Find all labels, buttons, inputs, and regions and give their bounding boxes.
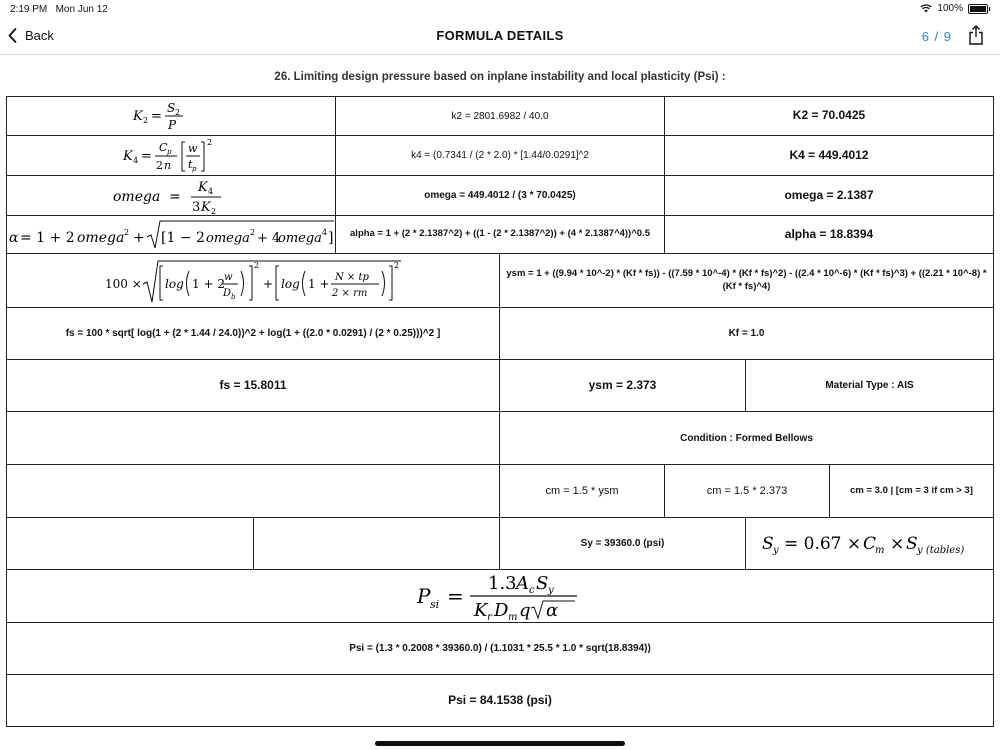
omega-calculation: omega = 449.4012 / (3 * 70.0425) (336, 176, 665, 215)
svg-text:=: = (151, 109, 162, 124)
svg-text:K: K (133, 109, 143, 124)
home-indicator[interactable] (375, 741, 625, 746)
svg-text:t: t (188, 157, 193, 171)
svg-text:=: = (447, 584, 464, 608)
svg-text:2 × rm: 2 × rm (332, 287, 368, 299)
status-right (920, 3, 988, 14)
formula-table (6, 96, 994, 727)
empty-cell (254, 518, 500, 569)
svg-text:m: m (508, 612, 518, 622)
table-row (6, 136, 994, 176)
table-row (6, 623, 994, 675)
k2-formula-image (7, 97, 336, 135)
svg-text:log: log (165, 276, 184, 291)
alpha-result: alpha = 18.8394 (784, 226, 874, 241)
svg-text:m: m (874, 544, 884, 556)
svg-text:omega: omega (113, 188, 161, 205)
battery-icon (968, 4, 988, 14)
svg-text:+ 4: + 4 (257, 230, 281, 246)
ysm-calculation: ysm = 1 + ((9.94 * 10^-2) * (Kf * fs)) - ((7.59 * 10^-4) * (Kf * fs)^2) - ((2.4 * 10^-6) * (Kf * fs)^3) + ((2.21 * 10^-8) * (Kf * fs)^4) (506, 268, 987, 292)
svg-text:4: 4 (208, 186, 214, 196)
svg-text:= 0.67 ×: = 0.67 × (783, 533, 861, 554)
svg-text:2: 2 (175, 108, 181, 117)
share-button[interactable] (968, 25, 984, 50)
navigation-bar (0, 20, 1000, 55)
k4-result: K4 = 449.4012 (789, 147, 869, 162)
svg-text:=: = (169, 188, 181, 205)
page-counter: 6 / 9 (921, 29, 952, 44)
empty-cell (7, 465, 500, 517)
svg-text:p: p (167, 147, 172, 156)
svg-text:=: = (141, 148, 152, 164)
sy-formula (760, 528, 980, 560)
svg-text:n: n (164, 158, 172, 172)
svg-text:K: K (198, 179, 208, 195)
svg-text:D: D (494, 600, 509, 621)
svg-text:1.3: 1.3 (488, 573, 517, 594)
table-row (6, 412, 994, 465)
psi-result: Psi = 84.1538 (psi) (448, 692, 552, 707)
svg-text:2: 2 (211, 206, 217, 215)
svg-text:omega: omega (278, 230, 322, 246)
empty-cell (7, 518, 254, 569)
svg-text:2: 2 (156, 158, 163, 172)
fs-calculation: fs = 100 * sqrt[ log(1 + (2 * 1.44 / 24.0))^2 + log(1 + ((2.0 * 0.0291) / (2 * 0.25)))^2 ] (7, 308, 500, 359)
table-row (6, 96, 994, 136)
formula-heading: 26. Limiting design pressure based on inplane instability and local plasticity (Psi) : (274, 71, 726, 83)
psi-calculation: Psi = (1.3 * 0.2008 * 39360.0) / (1.1031 * 25.5 * 1.0 * sqrt(18.8394)) (349, 643, 651, 654)
table-row (6, 254, 994, 308)
svg-text:4: 4 (133, 155, 139, 165)
svg-text:D: D (223, 287, 232, 299)
svg-text:y (tables): y (tables) (916, 544, 964, 556)
fs-formula (103, 256, 403, 306)
svg-text:C: C (862, 533, 876, 554)
svg-text:p: p (192, 164, 197, 173)
svg-text:omega: omega (77, 229, 125, 246)
omega-result: omega = 2.1387 (784, 187, 874, 202)
status-time: 2:19 PM Mon Jun 12 (10, 4, 108, 15)
svg-text:2: 2 (143, 116, 149, 125)
psi-formula (415, 570, 585, 622)
fs-formula-image (7, 254, 500, 307)
table-row (6, 465, 994, 518)
alpha-calculation: alpha = 1 + (2 * 2.1387^2) + ((1 - (2 * 2.1387^2)) + (4 * 2.1387^4))^0.5 (336, 216, 665, 253)
table-row (6, 360, 994, 412)
svg-text:α: α (9, 229, 19, 246)
svg-text:y: y (548, 585, 554, 596)
status-bar (0, 0, 1000, 18)
svg-text:w: w (188, 141, 198, 155)
sy-formula-image (746, 518, 993, 569)
cm-calculation: cm = 1.5 * 2.373 (665, 465, 830, 517)
omega-formula (111, 177, 231, 215)
cm-result: cm = 3.0 | [cm = 3 if cm > 3] (850, 484, 973, 496)
k4-formula (121, 137, 221, 175)
svg-text:α: α (546, 600, 559, 621)
kf-value: Kf = 1.0 (728, 328, 765, 339)
sy-value: Sy = 39360.0 (psi) (500, 518, 746, 569)
alpha-formula-image (7, 216, 336, 253)
svg-text:P: P (417, 584, 431, 608)
svg-text:K: K (123, 148, 133, 164)
svg-text:q: q (519, 600, 531, 621)
svg-text:2: 2 (254, 260, 260, 270)
svg-text:+: + (263, 276, 274, 291)
omega-formula-image (7, 176, 336, 215)
back-label: Back (25, 28, 54, 43)
svg-text:2: 2 (394, 260, 400, 270)
condition-value: Condition : Formed Bellows (680, 432, 813, 444)
svg-text:y: y (772, 544, 779, 556)
wifi-icon (920, 4, 932, 13)
svg-text:= 1 + 2: = 1 + 2 (20, 229, 75, 246)
svg-text:[1 − 2: [1 − 2 (161, 229, 205, 246)
svg-text:A: A (516, 573, 529, 594)
svg-text:2: 2 (207, 137, 213, 147)
svg-text:si: si (430, 598, 440, 611)
table-row (6, 570, 994, 623)
battery-percent: 100% (937, 3, 963, 14)
svg-text:100 ×: 100 × (105, 276, 142, 291)
svg-text:r: r (487, 612, 492, 622)
material-type: Material Type : AIS (825, 380, 914, 391)
svg-text:C: C (159, 140, 168, 154)
page-title: FORMULA DETAILS (436, 28, 564, 43)
k2-calculation: k2 = 2801.6982 / 40.0 (336, 97, 665, 135)
svg-text:S: S (761, 533, 774, 554)
svg-text:b: b (231, 292, 236, 301)
svg-text:3: 3 (192, 199, 201, 215)
ysm-result: ysm = 2.373 (500, 360, 746, 411)
table-row (6, 675, 994, 727)
svg-text:1 + 2: 1 + 2 (192, 276, 225, 291)
psi-formula-image (7, 570, 993, 622)
table-row (6, 308, 994, 360)
svg-text:w: w (224, 271, 233, 283)
svg-text:omega: omega (206, 230, 250, 246)
svg-text:S: S (536, 573, 549, 594)
k4-calculation: k4 = (0.7341 / (2 * 2.0) * [1.44/0.0291]^2 (336, 136, 665, 175)
svg-text:S: S (905, 533, 918, 554)
svg-text:K: K (474, 600, 488, 621)
svg-text:1 +: 1 + (308, 276, 330, 291)
svg-text:K: K (201, 199, 211, 215)
svg-text:]: ] (328, 229, 334, 246)
svg-text:2: 2 (250, 227, 256, 237)
svg-text:c: c (529, 585, 535, 596)
empty-cell (7, 412, 500, 464)
svg-text:log: log (281, 276, 300, 291)
k2-result: K2 = 70.0425 (792, 108, 866, 123)
share-icon (968, 25, 984, 45)
fs-result: fs = 15.8011 (7, 360, 500, 411)
svg-text:×: × (889, 533, 904, 554)
svg-text:2: 2 (124, 227, 130, 237)
table-row (6, 176, 994, 216)
table-row (6, 518, 994, 570)
svg-text:4: 4 (322, 227, 328, 237)
svg-text:+: + (133, 229, 145, 246)
table-row (6, 216, 994, 254)
k2-formula (131, 99, 211, 133)
cm-formula: cm = 1.5 * ysm (500, 465, 665, 517)
k4-formula-image (7, 136, 336, 175)
svg-text:N × tp: N × tp (335, 271, 369, 283)
alpha-formula (8, 218, 334, 252)
svg-text:P: P (168, 118, 177, 132)
svg-text:S: S (167, 101, 176, 115)
